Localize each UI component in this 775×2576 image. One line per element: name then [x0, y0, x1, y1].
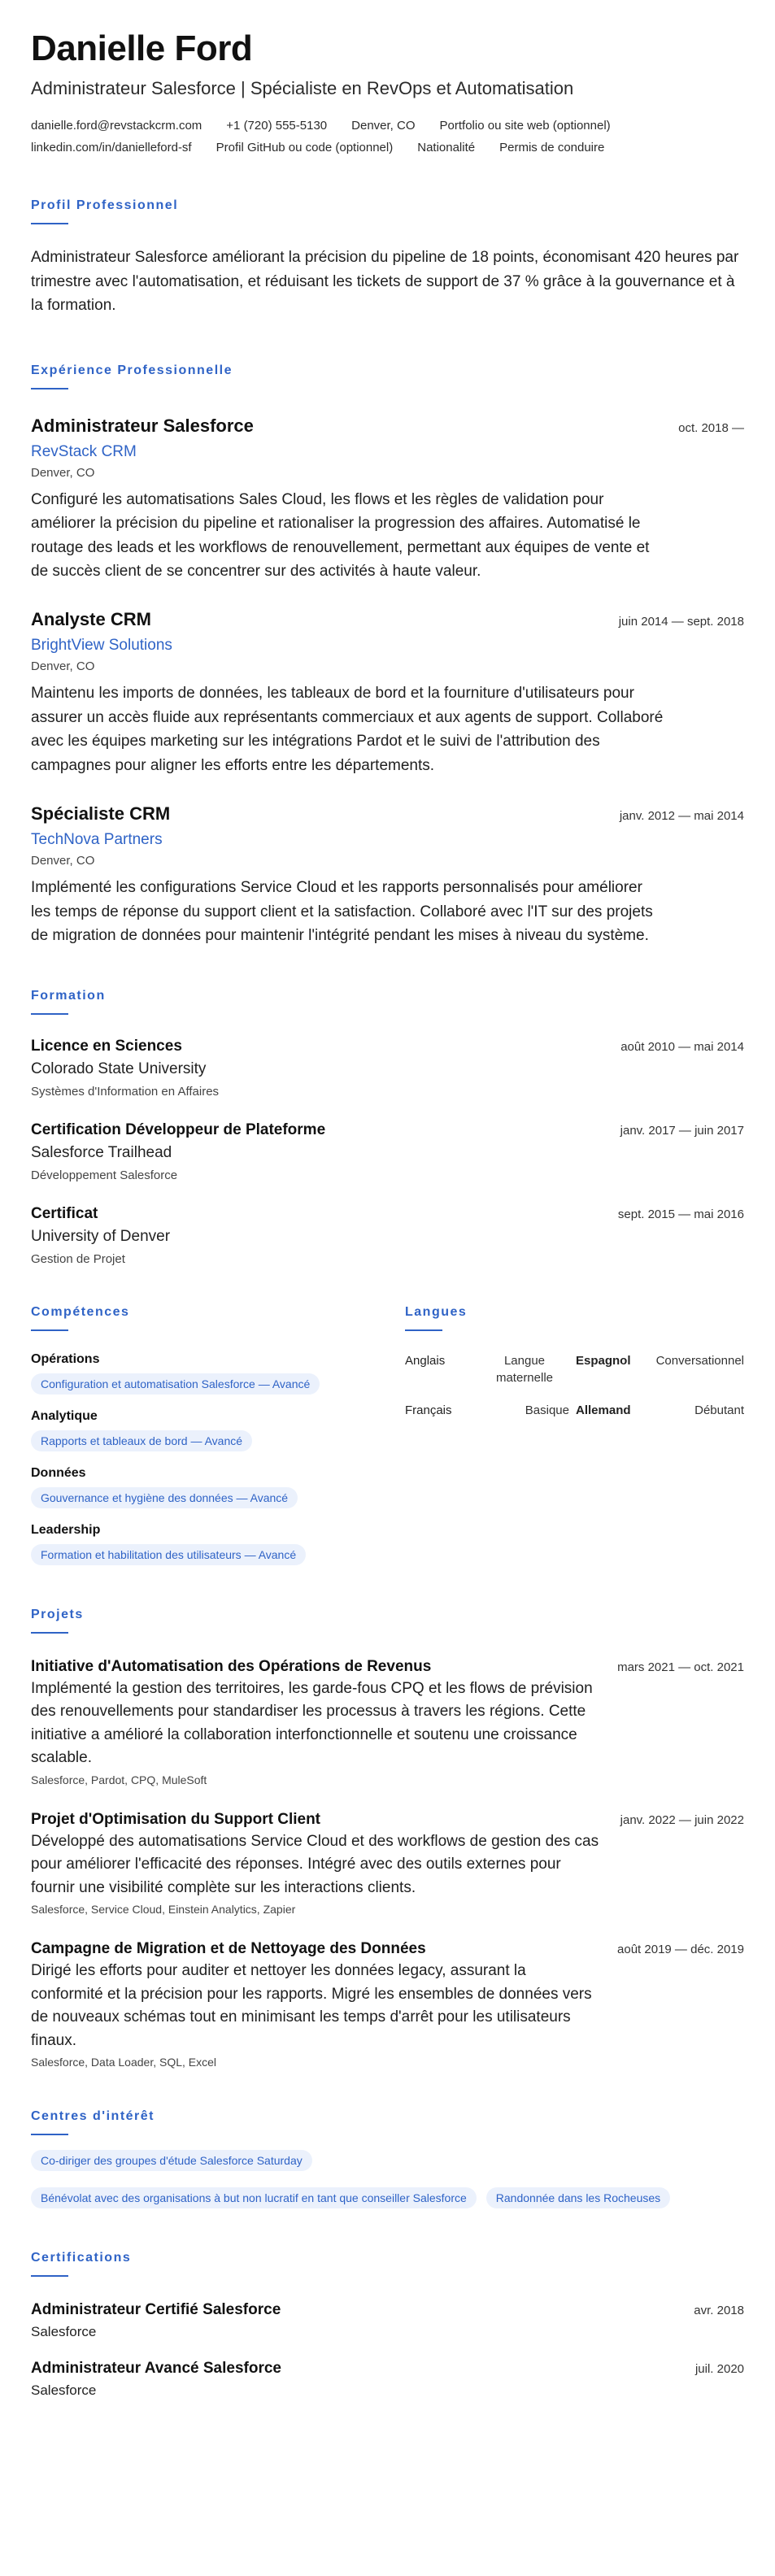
skill-category: Analytique — [31, 1408, 98, 1423]
section-divider — [31, 388, 68, 389]
skill-category: Leadership — [31, 1522, 101, 1537]
section-title: Profil Professionnel — [31, 198, 179, 213]
contact-phone[interactable]: +1 (720) 555-5130 — [226, 119, 328, 133]
project-description: Implémenté la gestion des territoires, les garde-fous CPQ et les flows de prévision des renouvellements pour standardiser les processus à travers les régions. Cette initiative a amélioré la collaboration interfonctionnelle et soutenu une croissance scalable. — [31, 1679, 593, 1767]
project-title: Projet d'Optimisation du Support Client — [31, 1810, 321, 1828]
section-divider — [31, 2134, 68, 2135]
language-level: Langue maternelle — [495, 1353, 554, 1386]
project-tech: Salesforce, Service Cloud, Einstein Analytics, Zapier — [31, 1903, 296, 1917]
language-item — [576, 1402, 744, 1420]
project-tech: Salesforce, Data Loader, SQL, Excel — [31, 2056, 217, 2069]
section-title: Projets — [31, 1607, 84, 1621]
interests-list — [31, 2150, 744, 2208]
profile-summary: Administrateur Salesforce améliorant la précision du pipeline de 18 points, économisant 420 heures par trimestre avec l'automatisation, et réduisant les tickets de support de 37 % grâce à la gouvernance et à la formation. — [31, 249, 739, 315]
skill-tag: Rapports et tableaux de bord — Avancé — [31, 1430, 252, 1451]
education-date: août 2010 — mai 2014 — [620, 1039, 744, 1054]
job-entry — [31, 609, 744, 777]
language-item — [576, 1352, 744, 1388]
project-title: Initiative d'Automatisation des Opérations de Revenus — [31, 1657, 432, 1675]
job-entry — [31, 416, 744, 584]
certification-date: juil. 2020 — [694, 2362, 744, 2377]
interest-tag: Randonnée dans les Rocheuses — [486, 2187, 670, 2208]
language-name: Français — [405, 1403, 452, 1418]
job-date: janv. 2012 — mai 2014 — [619, 809, 744, 824]
certification-org: Salesforce — [31, 2382, 97, 2399]
education-section — [31, 989, 744, 1266]
certification-org: Salesforce — [31, 2324, 97, 2340]
job-title: Administrateur Salesforce — [31, 415, 254, 436]
section-title: Expérience Professionnelle — [31, 363, 233, 377]
section-divider — [31, 1013, 68, 1015]
education-degree: Licence en Sciences — [31, 1037, 182, 1055]
languages-section — [405, 1305, 744, 1565]
skill-category: Opérations — [31, 1351, 100, 1366]
language-level: Conversationnel — [655, 1353, 744, 1368]
section-title: Formation — [31, 988, 106, 1003]
job-company[interactable]: RevStack CRM — [31, 442, 137, 460]
education-field: Systèmes d'Information en Affaires — [31, 1084, 220, 1099]
language-name: Espagnol — [576, 1353, 631, 1368]
job-company[interactable]: TechNova Partners — [31, 831, 163, 849]
skill-group — [31, 1352, 405, 1395]
education-school: Colorado State University — [31, 1060, 207, 1077]
education-date: sept. 2015 — mai 2016 — [617, 1207, 744, 1221]
interests-section — [31, 2109, 744, 2208]
certification-title: Administrateur Certifié Salesforce — [31, 2301, 281, 2319]
certifications-section — [31, 2251, 744, 2399]
skill-category: Données — [31, 1465, 86, 1480]
section-title: Centres d'intérêt — [31, 2109, 155, 2124]
skill-tag: Configuration et automatisation Salesforce — Avancé — [31, 1373, 320, 1395]
job-description: Implémenté les configurations Service Cloud et les rapports personnalisés pour améliorer les temps de réponse du support client et la satisfaction. Collaboré avec l'IT sur des projets de migration de données pour maintenir l'intégrité pendant les mises à niveau du système. — [31, 879, 653, 945]
contact-list — [31, 119, 744, 154]
interest-tag: Co-diriger des groupes d'étude Salesforce Saturday — [31, 2150, 312, 2171]
language-item — [405, 1402, 576, 1420]
language-level: Débutant — [694, 1403, 744, 1418]
education-field: Développement Salesforce — [31, 1168, 178, 1182]
project-entry — [31, 1658, 744, 1786]
section-divider — [31, 223, 68, 224]
languages-grid — [405, 1352, 744, 1420]
education-school: Salesforce Trailhead — [31, 1143, 172, 1161]
job-date: oct. 2018 — — [678, 420, 744, 435]
contact-nationality: Nationalité — [417, 141, 476, 155]
contact-github[interactable]: Profil GitHub ou code (optionnel) — [216, 141, 394, 155]
certification-entry — [31, 2301, 744, 2340]
candidate-name: Danielle Ford — [31, 28, 253, 68]
job-entry — [31, 803, 744, 947]
job-company[interactable]: BrightView Solutions — [31, 637, 172, 655]
job-description: Maintenu les imports de données, les tableaux de bord et la fourniture d'utilisateurs pour assurer un accès fluide aux représentants commerciaux et aux agents de support. Collaboré avec les équipes marketing sur les intégrations Pardot et le suivi de l'attribution des campagnes pour aligner les efforts entre les départements. — [31, 685, 664, 774]
job-location: Denver, CO — [31, 465, 95, 480]
section-divider — [405, 1329, 442, 1331]
education-entry — [31, 1205, 744, 1266]
section-title: Langues — [405, 1304, 468, 1319]
skill-tag: Gouvernance et hygiène des données — Avancé — [31, 1487, 298, 1508]
resume-header — [31, 29, 744, 154]
job-description: Configuré les automatisations Sales Cloud, les flows et les règles de validation pour améliorer la précision du pipeline et rationaliser la progression des affaires. Automatisé le routage des leads et les workflows de renouvellement, permettant aux équipes de vente et de succès client de se concentrer sur des activités à haute valeur. — [31, 490, 650, 581]
skill-group — [31, 1409, 405, 1451]
job-date: juin 2014 — sept. 2018 — [618, 615, 744, 629]
job-location: Denver, CO — [31, 854, 95, 868]
job-title: Analyste CRM — [31, 609, 151, 630]
experience-section — [31, 363, 744, 948]
education-degree: Certification Développeur de Plateforme — [31, 1120, 326, 1138]
section-title: Certifications — [31, 2251, 132, 2265]
language-name: Allemand — [576, 1403, 631, 1418]
education-date: janv. 2017 — juin 2017 — [620, 1123, 744, 1138]
project-entry — [31, 1811, 744, 1917]
skills-section — [31, 1305, 405, 1565]
project-tech: Salesforce, Pardot, CPQ, MuleSoft — [31, 1773, 207, 1786]
language-item — [405, 1352, 576, 1388]
interest-tag: Bénévolat avec des organisations à but non lucratif en tant que conseiller Salesforce — [31, 2187, 477, 2208]
education-field: Gestion de Projet — [31, 1251, 125, 1266]
certification-date: avr. 2018 — [694, 2304, 744, 2318]
education-school: University of Denver — [31, 1227, 171, 1245]
education-degree: Certificat — [31, 1204, 98, 1222]
skills-languages-row — [31, 1305, 744, 1565]
section-divider — [31, 2275, 68, 2277]
contact-portfolio[interactable]: Portfolio ou site web (optionnel) — [439, 119, 611, 133]
headline: Administrateur Salesforce | Spécialiste en RevOps et Automatisation — [31, 78, 574, 99]
contact-license: Permis de conduire — [499, 141, 605, 155]
job-title: Spécialiste CRM — [31, 803, 171, 825]
contact-location: Denver, CO — [351, 119, 416, 133]
projects-section — [31, 1608, 744, 2069]
project-description: Développé des automatisations Service Cloud et des workflows de gestion des cas pour améliorer l'efficacité des réponses. Intégré avec des outils externes pour fournir une visibilité complète sur les interactions clients. — [31, 1832, 599, 1896]
profile-section — [31, 198, 744, 317]
language-level: Basique — [525, 1403, 569, 1418]
certification-entry — [31, 2360, 744, 2399]
skill-group — [31, 1466, 405, 1508]
project-entry — [31, 1940, 744, 2069]
section-title: Compétences — [31, 1304, 130, 1319]
section-divider — [31, 1632, 68, 1634]
skill-group — [31, 1523, 405, 1565]
project-date: mars 2021 — oct. 2021 — [617, 1660, 744, 1674]
contact-email[interactable]: danielle.ford@revstackcrm.com — [31, 119, 202, 133]
section-divider — [31, 1329, 68, 1331]
job-location: Denver, CO — [31, 659, 95, 674]
certification-title: Administrateur Avancé Salesforce — [31, 2360, 281, 2378]
language-name: Anglais — [405, 1353, 446, 1368]
education-entry — [31, 1038, 744, 1099]
contact-linkedin[interactable]: linkedin.com/in/danielleford-sf — [31, 141, 192, 155]
project-date: août 2019 — déc. 2019 — [617, 1943, 744, 1957]
project-description: Dirigé les efforts pour auditer et nettoyer les données legacy, assurant la conformité et la précision pour les rapports. Migré les ensembles de données vers de nouveaux schémas tout en minimisant les temps d'arrêt pour les utilisateurs finaux. — [31, 1962, 592, 2049]
education-entry — [31, 1121, 744, 1182]
project-title: Campagne de Migration et de Nettoyage des Données — [31, 1940, 426, 1958]
skill-tag: Formation et habilitation des utilisateurs — Avancé — [31, 1544, 306, 1565]
project-date: janv. 2022 — juin 2022 — [620, 1812, 744, 1827]
